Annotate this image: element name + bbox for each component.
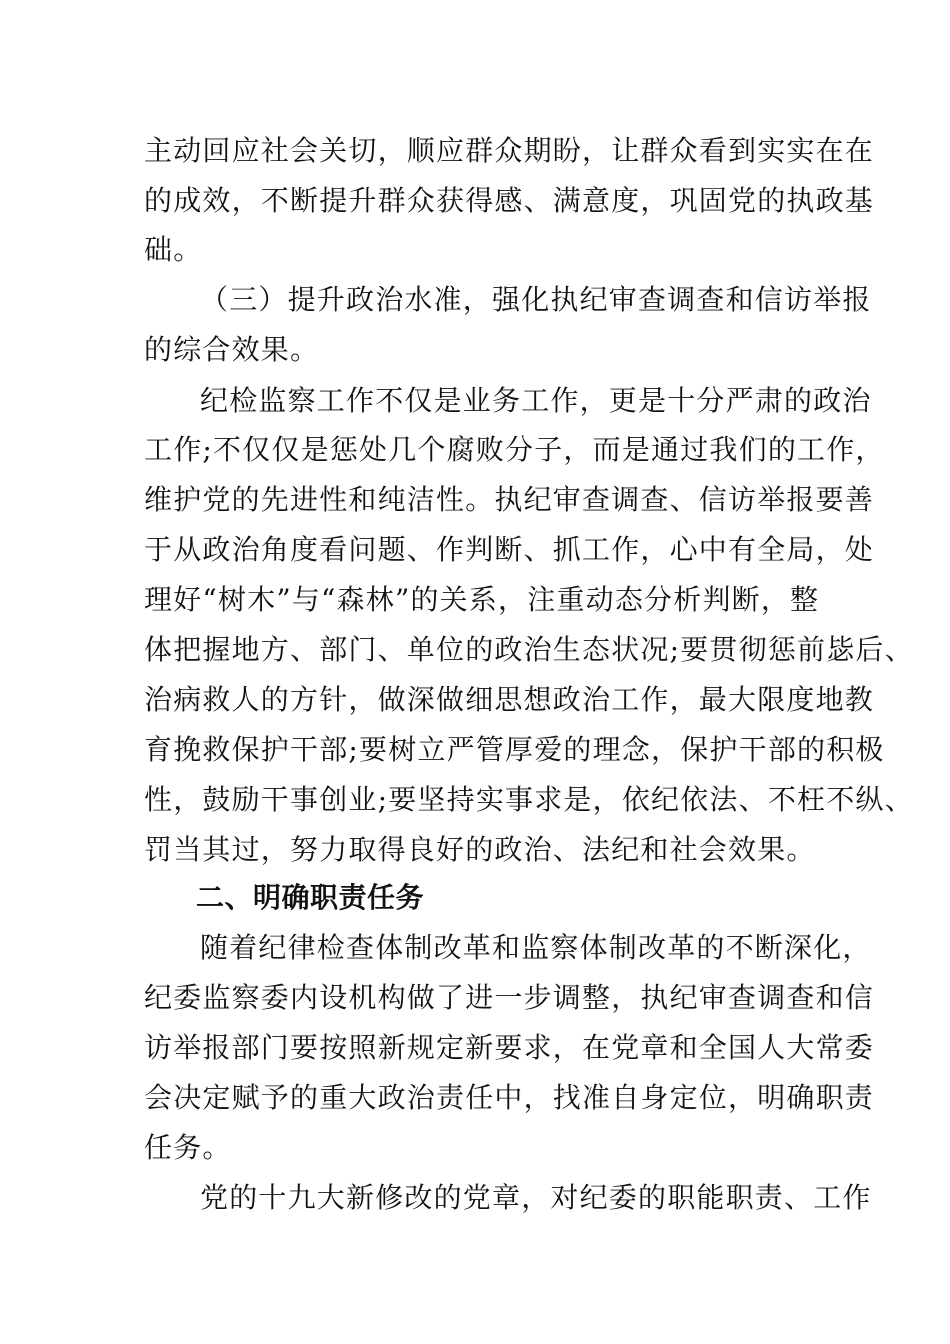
- text-line: （三）提升政治水准，强化执纪审查调查和信访举报: [200, 283, 872, 316]
- text-line: 纪检监察工作不仅是业务工作，更是十分严肃的政治: [200, 384, 872, 417]
- text-line: 理好“树木”与“森林”的关系，注重动态分析判断，整: [144, 583, 820, 616]
- text-line: 治病救人的方针，做深做细思想政治工作，最大限度地教: [144, 683, 875, 716]
- text-line: 础。: [144, 233, 203, 266]
- text-line: 于从政治角度看问题、作判断、抓工作，心中有全局，处: [144, 533, 875, 566]
- text-line: 随着纪律检查体制改革和监察体制改革的不断深化，: [200, 931, 872, 964]
- text-line: 体把握地方、部门、单位的政治生态状况;要贯彻惩前毖后、: [144, 633, 914, 666]
- text-line: 主动回应社会关切，顺应群众期盼，让群众看到实实在在: [144, 134, 875, 167]
- text-line: 的综合效果。: [144, 333, 320, 366]
- text-line: 工作;不仅仅是惩处几个腐败分子，而是通过我们的工作，: [144, 433, 885, 466]
- text-line: 访举报部门要按照新规定新要求，在党章和全国人大常委: [144, 1031, 875, 1064]
- text-line: 会决定赋予的重大政治责任中，找准自身定位，明确职责: [144, 1081, 875, 1114]
- section-heading: 二、明确职责任务: [196, 881, 425, 914]
- text-line: 的成效，不断提升群众获得感、满意度，巩固党的执政基: [144, 184, 875, 217]
- text-line: 罚当其过，努力取得良好的政治、法纪和社会效果。: [144, 833, 816, 866]
- text-line: 育挽救保护干部;要树立严管厚爱的理念，保护干部的积极: [144, 733, 885, 766]
- text-line: 性，鼓励干事创业;要坚持实事求是，依纪依法、不枉不纵、: [144, 783, 914, 816]
- text-line: 纪委监察委内设机构做了进一步调整，执纪审查调查和信: [144, 981, 875, 1014]
- text-line: 党的十九大新修改的党章，对纪委的职能职责、工作: [200, 1181, 872, 1214]
- text-line: 任务。: [144, 1131, 232, 1164]
- text-line: 维护党的先进性和纯洁性。执纪审查调查、信访举报要善: [144, 483, 875, 516]
